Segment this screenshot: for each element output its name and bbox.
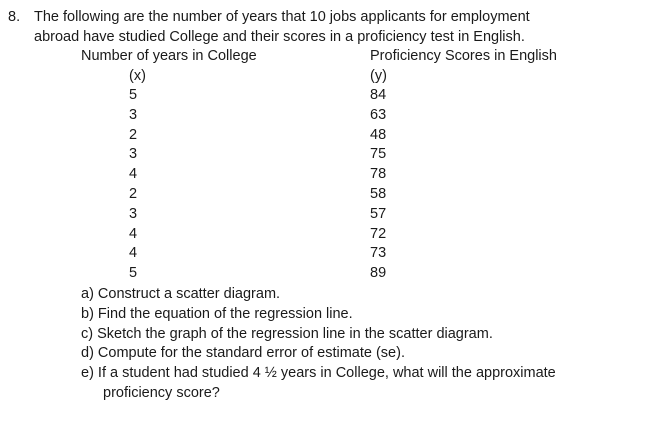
problem-statement-line-2: abroad have studied College and their scores in a proficiency test in English. xyxy=(34,29,525,45)
x-value: 2 xyxy=(129,126,138,143)
y-value: 72 xyxy=(370,225,387,242)
task-b: b) Find the equation of the regression line. xyxy=(81,305,353,322)
x-value: 3 xyxy=(129,106,138,123)
x-value: 4 xyxy=(129,225,138,242)
problem-statement-line-1: The following are the number of years that 10 jobs applicants for employment xyxy=(34,9,530,25)
x-value: 4 xyxy=(129,166,138,183)
x-column-header: Number of years in College xyxy=(81,48,257,64)
y-value: 84 xyxy=(370,87,387,103)
x-values-column xyxy=(129,86,137,284)
y-value: 57 xyxy=(370,205,387,222)
y-value: 58 xyxy=(370,185,387,202)
x-value: 5 xyxy=(129,87,138,103)
task-e: e) If a student had studied 4 ½ years in College, what will the approximate xyxy=(81,365,556,382)
task-d: d) Compute for the standard error of estimate (se). xyxy=(81,345,405,362)
y-value: 78 xyxy=(370,166,387,183)
y-values-column xyxy=(370,86,386,284)
problem-number: 8. xyxy=(8,9,21,25)
y-value: 73 xyxy=(370,245,387,262)
x-value: 3 xyxy=(129,146,138,163)
y-column-header: Proficiency Scores in English xyxy=(370,48,557,64)
y-value: 89 xyxy=(370,265,387,282)
y-value: 63 xyxy=(370,106,387,123)
y-value: 75 xyxy=(370,146,387,163)
x-value: 2 xyxy=(129,185,138,202)
task-e-continuation: proficiency score? xyxy=(103,384,220,401)
task-a: a) Construct a scatter diagram. xyxy=(81,286,281,302)
x-column-symbol: (x) xyxy=(129,68,146,84)
y-column-symbol: (y) xyxy=(370,68,387,84)
task-c: c) Sketch the graph of the regression line in the scatter diagram. xyxy=(81,325,493,342)
task-list xyxy=(81,285,556,404)
x-value: 3 xyxy=(129,205,138,222)
y-value: 48 xyxy=(370,126,387,143)
x-value: 5 xyxy=(129,265,138,282)
x-value: 4 xyxy=(129,245,138,262)
